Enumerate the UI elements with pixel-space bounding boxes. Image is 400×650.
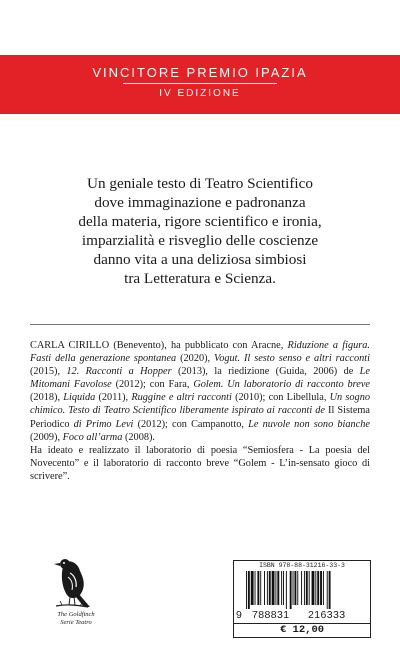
barcode-bar <box>267 571 268 605</box>
barcode-bar <box>269 571 271 605</box>
bio-text: (2015), <box>30 366 67 378</box>
isbn-label: ISBN 978-88-31216-33-3 <box>259 562 345 569</box>
blurb-line: tra Letteratura e Scienza. <box>124 270 276 287</box>
barcode-bars <box>246 571 364 609</box>
barcode-bar <box>329 571 331 609</box>
barcode-bar <box>317 571 319 605</box>
bio-text: (2012); con Fara, <box>111 379 194 391</box>
barcode-bar <box>306 571 308 605</box>
bio-text: (2011), <box>95 392 132 404</box>
barcode-digit-prefix: 9 <box>236 609 243 621</box>
bio-title-italic: Golem. Un laboratorio di racconto breve <box>193 379 370 391</box>
bio-title-italic: Vogut. Il sesto senso e altri racconti <box>214 353 370 365</box>
barcode-bar <box>283 571 284 605</box>
barcode-digits-group2: 216333 <box>308 609 346 621</box>
barcode-bar <box>286 571 287 609</box>
blurb-line: danno vita a una deliziosa simbiosi <box>93 251 307 268</box>
barcode-bar <box>323 571 324 605</box>
bio-text: (2012); con Campanotto, <box>133 418 249 430</box>
barcode-bar <box>275 571 276 605</box>
bio-title-italic: Foco all’arma <box>62 431 123 443</box>
award-edition: IV EDIZIONE <box>159 88 241 99</box>
barcode-bar <box>309 571 310 605</box>
bio-title-italic: Le Mitomani Favolose <box>30 366 370 391</box>
barcode-bar <box>290 571 292 609</box>
publisher-series: Serie Teatro <box>60 619 92 626</box>
award-title: VINCITORE PREMIO IPAZIA <box>92 65 308 80</box>
barcode-bar <box>281 571 282 605</box>
award-banner <box>0 55 400 114</box>
bio-title-italic: Ruggine e altri racconti <box>131 392 232 404</box>
publisher-name: The Goldfinch <box>57 611 95 618</box>
barcode-bar <box>255 571 256 605</box>
barcode-bar <box>294 571 296 605</box>
bio-title-italic: Riduzione a figura. Fasti della generazione spontanea <box>30 340 370 365</box>
barcode-bar <box>320 571 322 605</box>
book-blurb <box>40 174 360 288</box>
section-divider <box>30 324 370 325</box>
bio-title-italic: Le nuvole non sono bianche <box>248 418 370 430</box>
barcode-bar <box>248 571 250 609</box>
author-bio <box>30 339 370 483</box>
barcode-bar <box>277 571 279 605</box>
barcode-bar <box>301 571 302 605</box>
barcode-bar <box>304 571 305 605</box>
barcode-bar <box>264 571 265 605</box>
bio-title-italic: 12. Racconti a Hopper <box>66 366 172 378</box>
blurb-line: della materia, rigore scientifico e ironia, <box>78 213 322 230</box>
barcode-bar <box>257 571 259 605</box>
barcode-bar <box>297 571 298 605</box>
goldfinch-bird-icon <box>50 555 100 610</box>
banner-divider <box>123 83 277 84</box>
bio-text: Il Sistema Periodico <box>30 405 371 430</box>
bio-paragraph-workshops: Ha ideato e realizzato il laboratorio di poesia “Semiosfera - La poesia del Novecento” e il laboratorio di racconto breve “Golem - L’in-sensato gioco di scrivere”. <box>30 444 370 482</box>
bio-paragraph-publications <box>30 339 370 444</box>
barcode-bar <box>327 571 328 609</box>
bio-title-italic: di Primo Levi <box>73 418 134 430</box>
bio-title-italic: Un sogno chimico. Testo di Teatro Scientifico liberamente ispirato ai racconti de <box>30 392 370 417</box>
blurb-line: imparzialità e risveglio delle coscienze <box>81 232 319 249</box>
barcode-bar <box>293 571 294 605</box>
barcode-bar <box>251 571 254 605</box>
blurb-line: Un geniale testo di Teatro Scientifico <box>87 175 313 192</box>
barcode-block <box>233 560 371 638</box>
bio-title-italic: Liquida <box>63 392 96 404</box>
barcode-bar <box>260 571 261 605</box>
publisher-imprint <box>40 611 112 627</box>
bio-text: (2010); con Libellula, <box>231 392 330 404</box>
barcode-bar <box>272 571 275 605</box>
bio-text: (2013), la riedizione (Guida, 2006) de <box>171 366 360 378</box>
bio-text: (2020), <box>176 353 215 365</box>
barcode-digits-group1: 788831 <box>252 609 290 621</box>
bio-text: (2018), <box>30 392 64 404</box>
barcode-bar <box>246 571 247 609</box>
barcode-bar <box>315 571 316 605</box>
bio-text: (2009), <box>30 431 63 443</box>
bio-text: CARLA CIRILLO (Benevento), ha pubblicato con Aracne, <box>30 340 288 351</box>
barcode-bar <box>312 571 315 605</box>
blurb-line: dove immaginazione e padronanza <box>94 194 306 211</box>
price-label: € 12,00 <box>234 623 370 637</box>
bio-text: (2008). <box>122 431 155 443</box>
